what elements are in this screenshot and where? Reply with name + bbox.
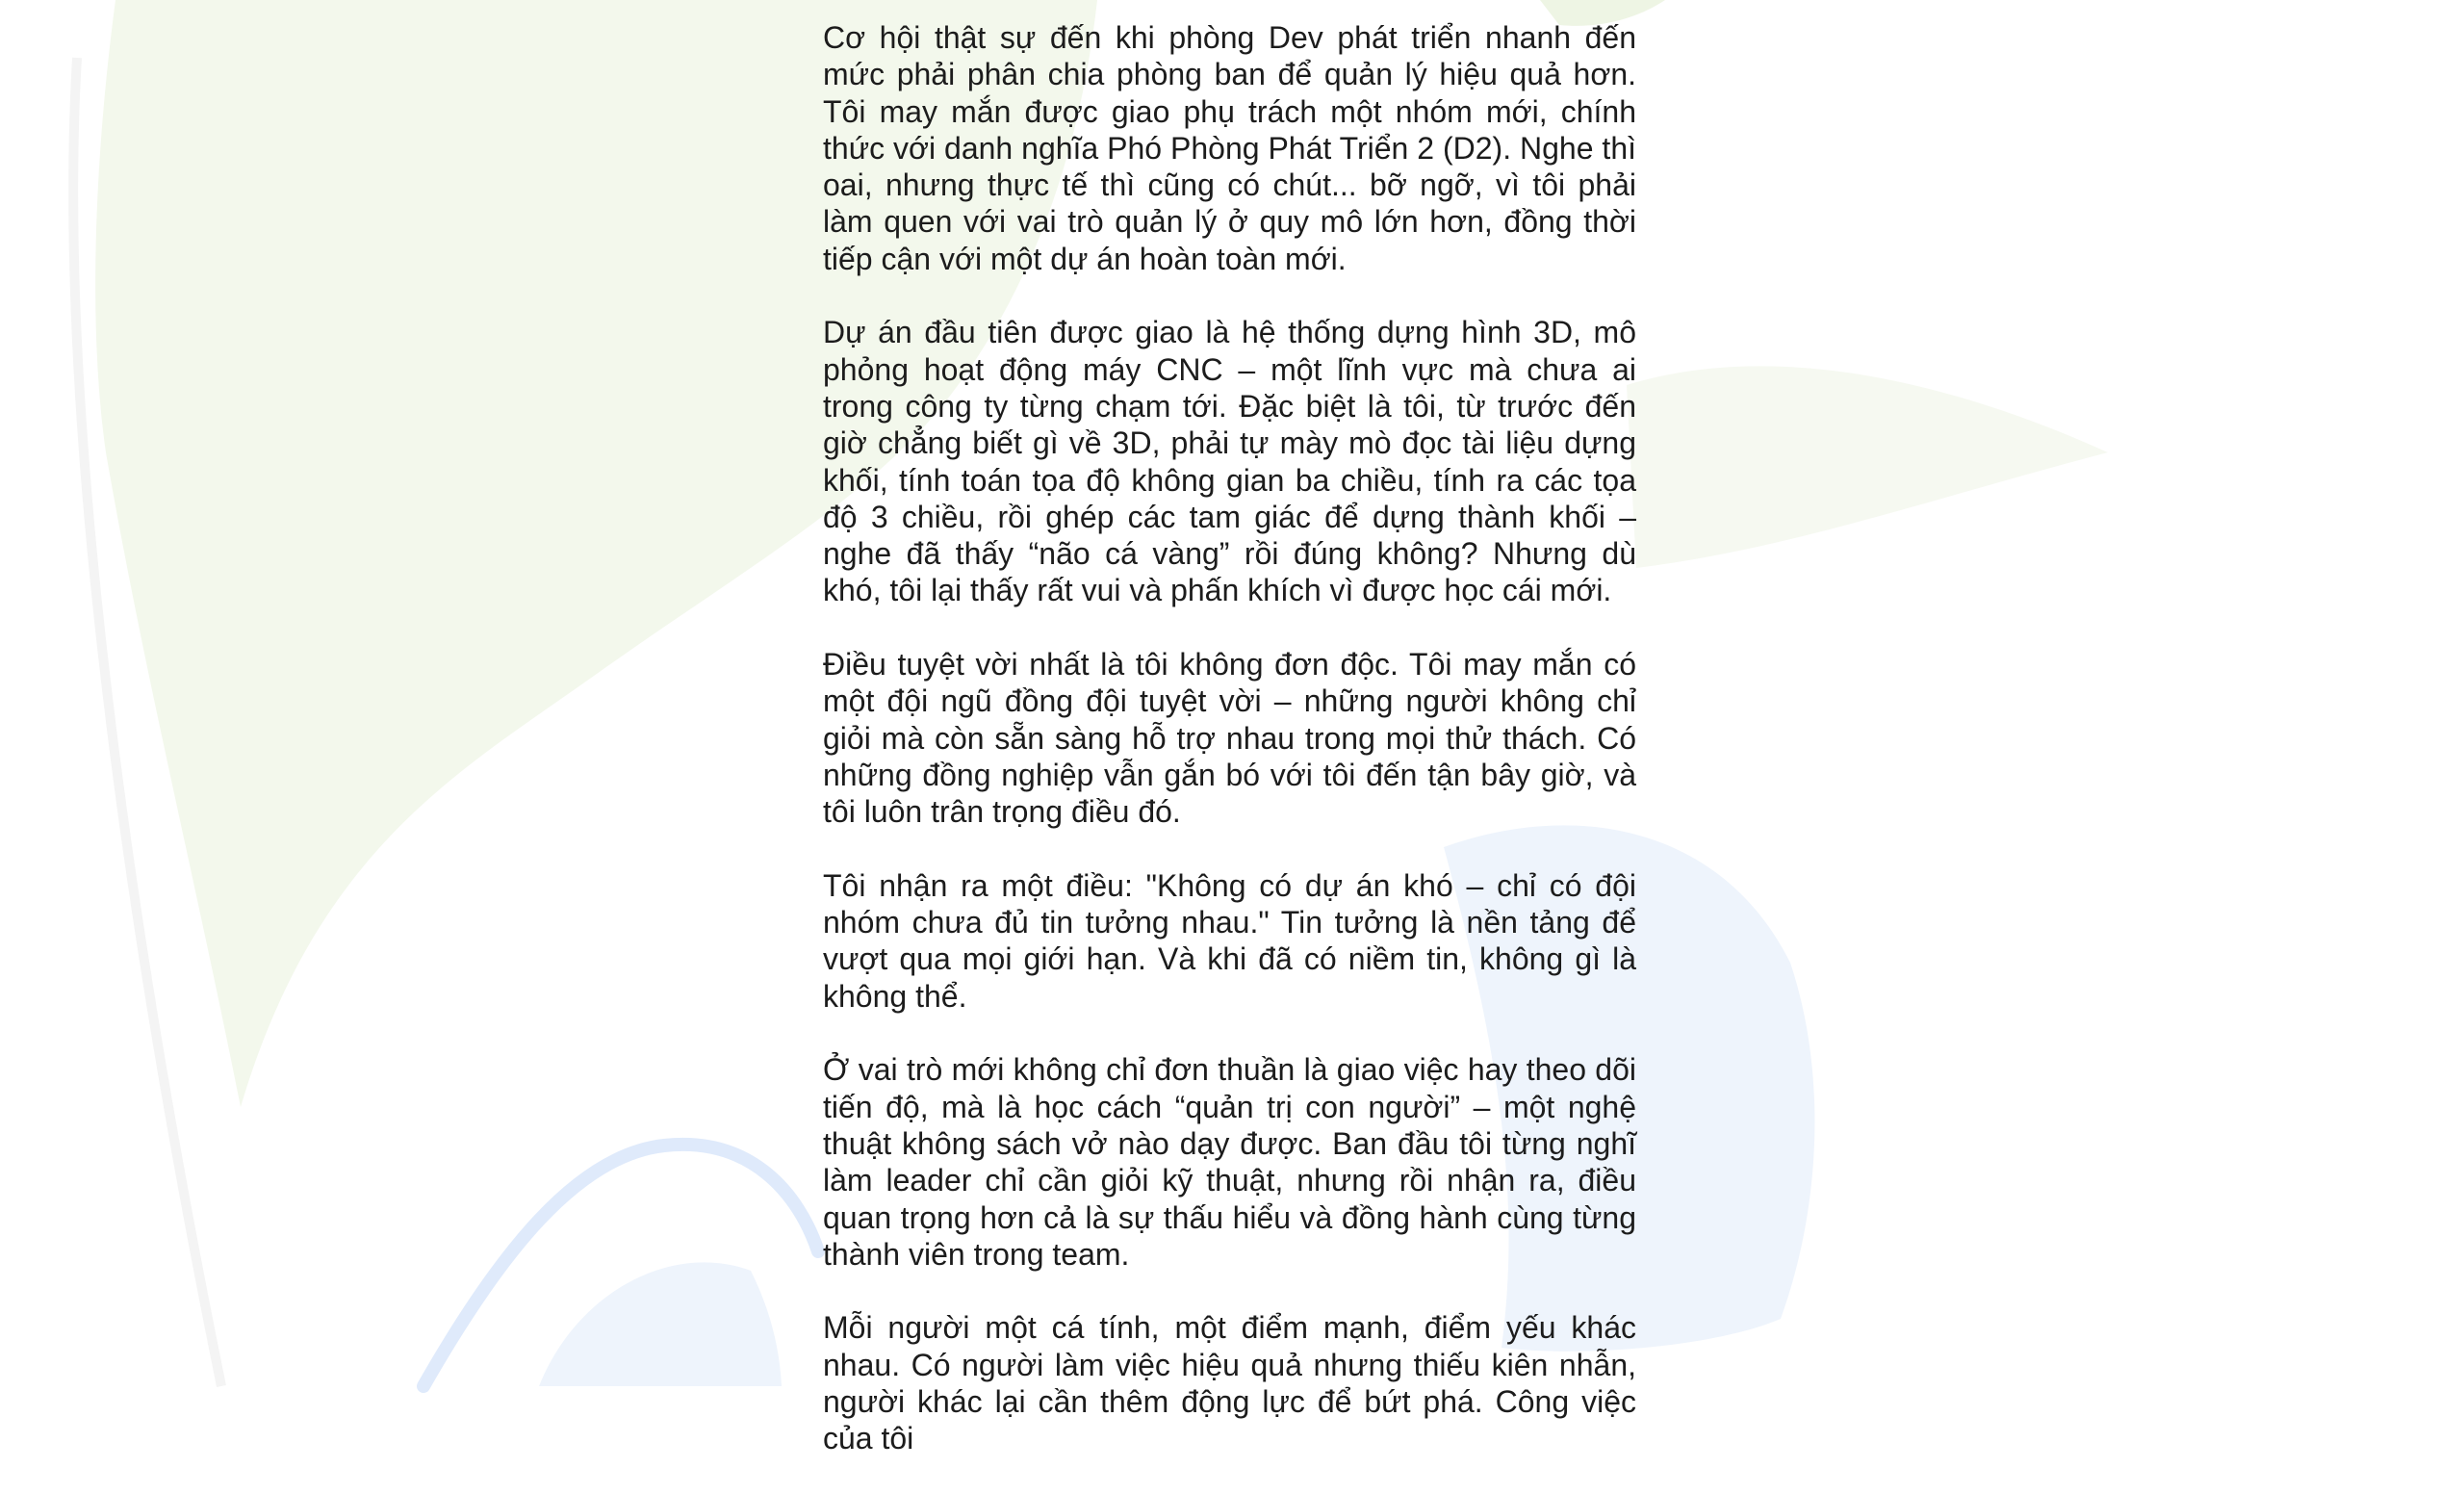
paragraph-6: Mỗi người một cá tính, một điểm mạnh, điểm yếu khác nhau. Có người làm việc hiệu quả nhưng thiếu kiên nhẫn, người khác lại cần thêm động lực để bứt phá. Công việc của tôi xyxy=(823,1310,1636,1456)
paragraph-5: Ở vai trò mới không chỉ đơn thuần là giao việc hay theo dõi tiến độ, mà là học cách “quản trị con người” – một nghệ thuật không sách vở nào dạy được. Ban đầu tôi từng nghĩ làm leader chỉ cần giỏi kỹ thuật, nhưng rồi nhận ra, điều quan trọng hơn cả là sự thấu hiểu và đồng hành cùng từng thành viên trong team. xyxy=(823,1052,1636,1272)
paragraph-2: Dự án đầu tiên được giao là hệ thống dựng hình 3D, mô phỏng hoạt động máy CNC – một lĩnh vực mà chưa ai trong công ty từng chạm tới. Đặc biệt là tôi, từ trước đến giờ chẳng biết gì về 3D, phải tự mày mò đọc tài liệu dựng khối, tính toán tọa độ không gian ba chiều, tính ra các tọa độ 3 chiều, rồi ghép các tam giác để dựng thành khối – nghe đã thấy “não cá vàng” rồi đúng không? Nhưng dù khó, tôi lại thấy rất vui và phấn khích vì được học cái mới. xyxy=(823,315,1636,608)
paragraph-4: Tôi nhận ra một điều: "Không có dự án khó – chỉ có đội nhóm chưa đủ tin tưởng nhau." Tin tưởng là nền tảng để vượt qua mọi giới hạn. Và khi đã có niềm tin, không gì là không thể. xyxy=(823,867,1636,1014)
paragraph-1: Cơ hội thật sự đến khi phòng Dev phát triển nhanh đến mức phải phân chia phòng ban để quản lý hiệu quả hơn. Tôi may mắn được giao phụ trách một nhóm mới, chính thức với danh nghĩa Phó Phòng Phát Triển 2 (D2). Nghe thì oai, nhưng thực tế thì cũng có chút... bỡ ngỡ, vì tôi phải làm quen với vai trò quản lý ở quy mô lớn hơn, đồng thời tiếp cận với một dự án hoàn toàn mới. xyxy=(823,20,1636,276)
article-body xyxy=(823,19,1636,1494)
green-leaf-right xyxy=(1627,366,2108,568)
blue-swash-bottom xyxy=(539,1262,782,1386)
paragraph-3: Điều tuyệt vời nhất là tôi không đơn độc. Tôi may mắn có một đội ngũ đồng đội tuyệt vời – những người không chỉ giỏi mà còn sẵn sàng hỗ trợ nhau trong mọi thử thách. Có những đồng nghiệp vẫn gắn bó với tôi đến tận bây giờ, và tôi luôn trân trọng điều đó. xyxy=(823,647,1636,830)
